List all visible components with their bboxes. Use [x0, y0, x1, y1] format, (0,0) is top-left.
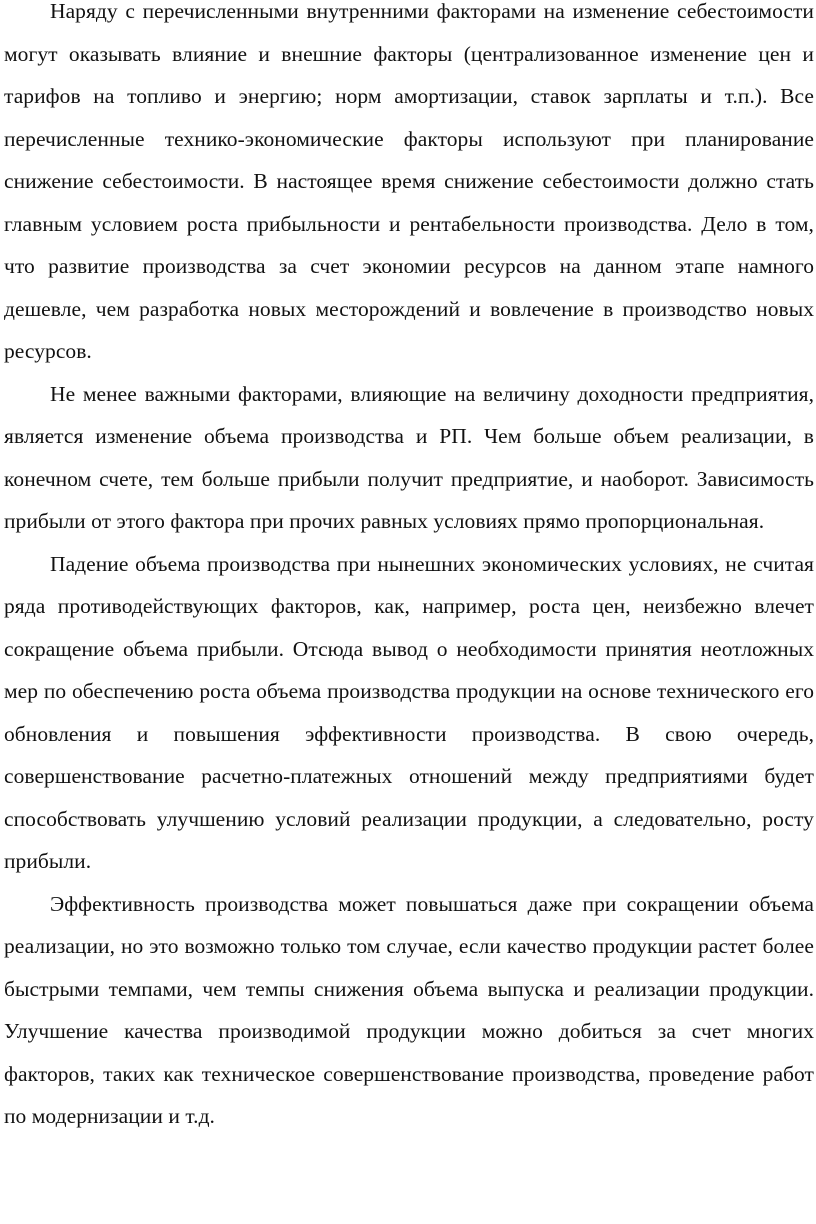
- paragraph-2: Не менее важными факторами, влияющие на величину доходности предприятия, является изменение объема производства и РП. Чем больше объем реализации, в конечном счете, тем больше прибыли получит предприятие, и наоборот. Зависимость прибыли от этого фактора при прочих равных условиях прямо пропорциональная.: [4, 381, 814, 533]
- paragraph-4: Эффективность производства может повышаться даже при сокращении объема реализации, но это возможно только том случае, если качество продукции растет более быстрыми темпами, чем темпы снижения объема выпуска и реализации продукции. Улучшение качества производимой продукции можно добиться за счет многих факторов, таких как техническое совершенствование производства, проведение работ по модернизации и т.д.: [4, 891, 814, 1128]
- paragraph-1: Наряду с перечисленными внутренними факторами на изменение себестоимости могут оказывать влияние и внешние факторы (централизованное изменение цен и тарифов на топливо и энергию; норм амортизации, ставок зарплаты и т.п.). Все перечисленные технико-экономические факторы используют при планирование снижение себестоимости. В настоящее время снижение себестоимости должно стать главным условием роста прибыльности и рентабельности производства. Дело в том, что развитие производства за счет экономии ресурсов на данном этапе намного дешевле, чем разработка новых месторождений и вовлечение в производство новых ресурсов.: [4, 0, 814, 363]
- paragraph-3: Падение объема производства при нынешних экономических условиях, не считая ряда противодействующих факторов, как, например, роста цен, неизбежно влечет сокращение объема прибыли. Отсюда вывод о необходимости принятия неотложных мер по обеспечению роста объема производства продукции на основе технического его обновления и повышения эффективности производства. В свою очередь, совершенствование расчетно-платежных отношений между предприятиями будет способствовать улучшению условий реализации продукции, а следовательно, росту прибыли.: [4, 551, 814, 873]
